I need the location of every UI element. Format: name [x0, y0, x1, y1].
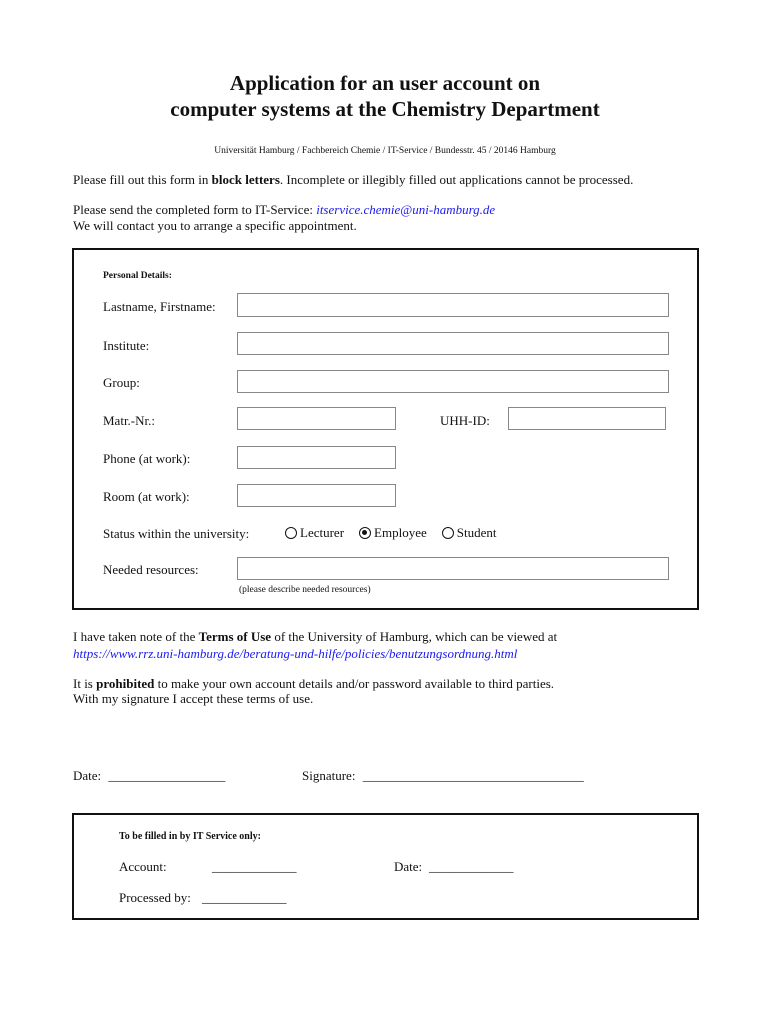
personal-details-heading: Personal Details:: [103, 271, 172, 281]
office-date-label: Date:: [394, 859, 423, 874]
matr-nr-label: Matr.-Nr.:: [103, 413, 155, 428]
resources-hint: (please describe needed resources): [239, 585, 371, 595]
signature-blank[interactable]: __________________________________: [362, 768, 584, 783]
form-title-line-2: computer systems at the Chemistry Department: [170, 97, 600, 121]
date-label: Date:: [73, 768, 102, 783]
radio-lecturer[interactable]: [285, 527, 297, 539]
radio-employee[interactable]: [359, 527, 371, 539]
status-option-lecturer[interactable]: Lecturer: [285, 525, 344, 541]
prohibited-line: It is prohibited to make your own account details and/or password available to third parties.: [73, 676, 555, 691]
itservice-email-link[interactable]: itservice.chemie@uni-hamburg.de: [316, 202, 496, 217]
status-option-employee[interactable]: Employee: [359, 525, 427, 541]
instructions-line: Please fill out this form in block letters. Incomplete or illegibly filled out applications cannot be processed.: [73, 172, 634, 187]
office-date-blank[interactable]: _____________: [429, 859, 514, 874]
date-signature-line: [73, 768, 225, 784]
group-label: Group:: [103, 375, 140, 390]
processed-by-label: Processed by:: [119, 890, 191, 905]
status-label: Status within the university:: [103, 526, 250, 541]
phone-input[interactable]: [237, 446, 396, 469]
department-address: Universität Hamburg / Fachbereich Chemie / IT-Service / Bundesstr. 45 / 20146 Hamburg: [214, 146, 556, 156]
uhh-id-input[interactable]: [508, 407, 666, 430]
date-blank[interactable]: __________________: [108, 768, 226, 783]
accept-terms-line: With my signature I accept these terms of use.: [73, 691, 314, 706]
institute-label: Institute:: [103, 338, 150, 353]
it-service-heading: To be filled in by IT Service only:: [119, 831, 261, 842]
signature-label: Signature:: [302, 768, 356, 783]
matr-nr-input[interactable]: [237, 407, 396, 430]
room-input[interactable]: [237, 484, 396, 507]
radio-student[interactable]: [442, 527, 454, 539]
uhh-id-label: UHH-ID:: [440, 413, 490, 428]
form-title-line-1: Application for an user account on: [229, 71, 541, 95]
account-blank[interactable]: _____________: [212, 859, 297, 874]
account-label: Account:: [119, 859, 167, 874]
institute-input[interactable]: [237, 332, 669, 355]
name-label: Lastname, Firstname:: [103, 299, 216, 314]
group-input[interactable]: [237, 370, 669, 393]
resources-label: Needed resources:: [103, 562, 199, 577]
resources-input[interactable]: [237, 557, 669, 580]
status-radio-group: [285, 525, 511, 541]
processed-by-blank[interactable]: _____________: [202, 890, 287, 905]
phone-label: Phone (at work):: [103, 451, 191, 466]
terms-of-use-link[interactable]: https://www.rrz.uni-hamburg.de/beratung-und-hilfe/policies/benutzungsordnung.html: [73, 646, 518, 661]
contact-line: We will contact you to arrange a specific appointment.: [73, 218, 357, 233]
terms-line: I have taken note of the Terms of Use of the University of Hamburg, which can be viewed at: [73, 629, 558, 644]
status-option-student[interactable]: Student: [442, 525, 497, 541]
room-label: Room (at work):: [103, 489, 190, 504]
name-input[interactable]: [237, 293, 669, 317]
send-form-line: Please send the completed form to IT-Service: itservice.chemie@uni-hamburg.de: [73, 202, 496, 217]
signature-line: [302, 768, 584, 784]
